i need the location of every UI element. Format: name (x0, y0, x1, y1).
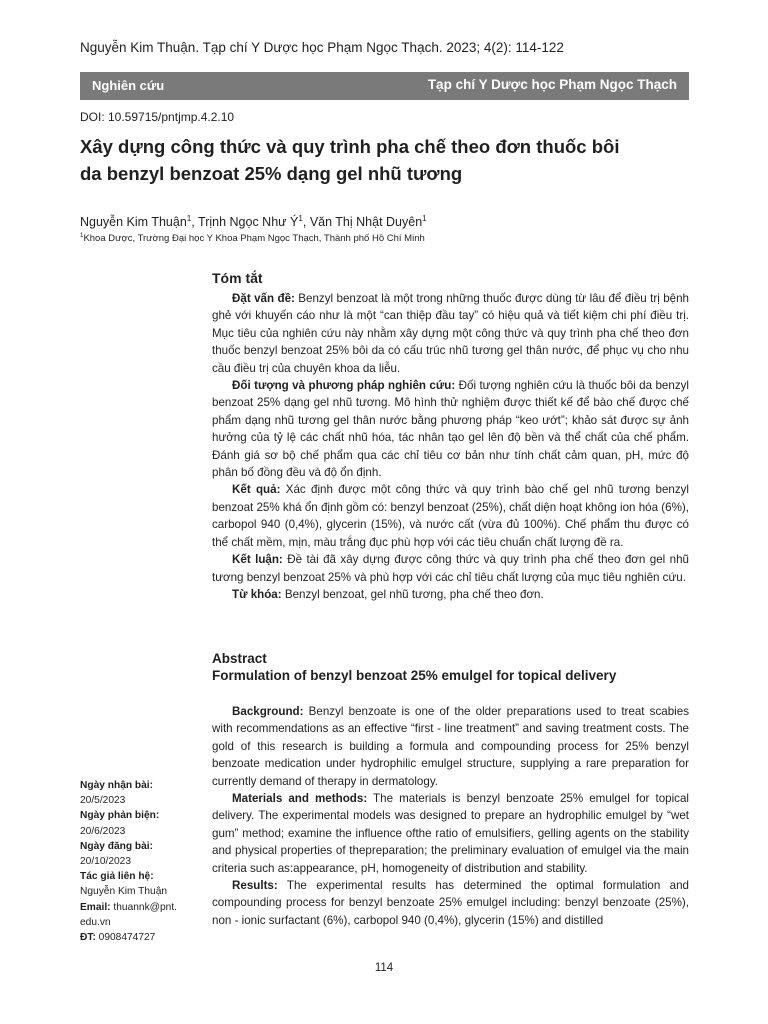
article-title (80, 133, 700, 187)
title-line-2: da benzyl benzoat 25% dạng gel nhũ tương (80, 163, 463, 184)
tomtat-p4-label: Kết luận: (232, 553, 283, 567)
abstract-p3-label: Results: (232, 879, 278, 893)
article-info-sidebar (80, 778, 200, 945)
tomtat-p3-text: Xác định được một công thức và quy trình bào chế gel nhũ tương benzyl benzoat 25% khá ổn định gồm có: benzyl benzoat (25%), chất diện hoạt không ion hóa (6%), carbopol 940 (0,4%), glycerin (15%), và nước cất (vừa đủ 100%). Chế phẩm thu được có thể chất mềm, mịn, màu trắng đục phù hợp với các tiêu chuẩn chất lượng đề ra. (212, 483, 690, 549)
phone-value: 0908474727 (95, 932, 156, 944)
received-date: 20/5/2023 (80, 795, 126, 807)
abstract-paragraph (212, 790, 689, 877)
section-label: Nghiên cứu (92, 78, 165, 93)
abstract-p2-text: The materials is benzyl benzoate 25% emulgel for topical delivery. The experimental models was designed to prepare an hydrophilic emulgel by “wet gum” method; examine the influence ofthe ratio of emulsifiers, gelling agents on the stability and physical properties of thepreparation; the preliminary evaluation of emulgel via the main criteria such as:appearance, pH, homogeneity of distribution and stability. (212, 792, 689, 875)
email-label: Email: (80, 901, 111, 913)
tomtat-paragraph (212, 551, 689, 586)
section-band (80, 72, 689, 100)
contact-label: Tác giả liên hệ: (80, 871, 154, 883)
tomtat-p1-label: Đặt vấn đề: (232, 292, 295, 305)
tomtat-p5-label: Từ khóa: (232, 587, 282, 601)
email-link-part2[interactable]: edu.vn (80, 916, 111, 928)
abstract-paragraph (212, 877, 689, 929)
received-label: Ngày nhận bài: (80, 780, 154, 791)
author-list (80, 215, 427, 229)
affiliation-sup: 1 (80, 231, 84, 239)
contact-name: Nguyễn Kim Thuận (80, 886, 168, 898)
author-1-sup: 1 (186, 213, 192, 223)
published-date: 20/10/2023 (80, 856, 131, 868)
reviewed-date: 20/6/2023 (80, 825, 126, 837)
tomtat-heading: Tóm tắt (212, 270, 263, 286)
author-3-sup: 1 (422, 213, 427, 223)
journal-name: Tạp chí Y Dược học Phạm Ngọc Thạch (427, 77, 677, 92)
abstract-title: Formulation of benzyl benzoat 25% emulgel for topical delivery (212, 668, 617, 683)
tomtat-p3-label: Kết quả: (232, 483, 281, 497)
author-1: Nguyễn Kim Thuận (80, 215, 187, 229)
email-link-part1[interactable]: thuannk@pnt. (110, 901, 177, 913)
author-sep-2: , (302, 215, 310, 229)
author-sep-1: , (191, 215, 199, 229)
author-2-sup: 1 (298, 213, 303, 223)
citation-line: Nguyễn Kim Thuận. Tạp chí Y Dược học Phạm Ngọc Thạch. 2023; 4(2): 114-122 (80, 40, 564, 55)
abstract-body (212, 703, 689, 929)
tomtat-paragraph (212, 586, 689, 603)
affiliation-text: Khoa Dược, Trường Đại học Y Khoa Phạm Ngọc Thạch, Thành phố Hồ Chí Minh (83, 233, 425, 244)
abstract-p2-label: Materials and methods: (232, 792, 368, 806)
author-3: Văn Thị Nhật Duyên (309, 215, 423, 229)
tomtat-p2-text: Đối tượng nghiên cứu là thuốc bôi da benzyl benzoat 25% dạng gel nhũ tương. Mô hình thử nghiệm được thiết kế để bào chế được chế phẩm dạng nhũ tương gel thân nước bằng phương pháp “keo ướt”; khảo sát được sự ảnh hưởng của tỷ lệ các chất nhũ hóa, tác nhân tạo gel lên độ bền và thể chất của chế phẩm. Đánh giá sơ bộ chế phẩm qua các chỉ tiêu cơ bản như tính chất cảm quan, pH, mức độ phân bố đồng đều và độ ổn định. (212, 379, 689, 480)
abstract-heading: Abstract (212, 651, 267, 666)
abstract-paragraph (212, 703, 689, 790)
tomtat-p5-text: Benzyl benzoat, gel nhũ tương, pha chế theo đơn. (281, 587, 544, 601)
tomtat-p2-label: Đối tượng và phương pháp nghiên cứu: (232, 379, 456, 393)
tomtat-p4-text: Đề tài đã xây dựng được công thức và quy trình pha chế theo đơn gel nhũ tương benzyl benzoat 25% và phù hợp với các chỉ tiêu chất lượng của mục tiêu nghiên cứu. (212, 553, 689, 584)
abstract-p3-text: The experimental results has determined the optimal formulation and compounding process for benzyl benzoate 25% emulgel including: benzyl benzoate (25%), non - ionic surfactant (6%), carbopol 940 (0,4%), glycerin (15%) and distilled (212, 879, 689, 927)
page-number: 114 (374, 962, 394, 974)
published-label: Ngày đăng bài: (80, 840, 154, 852)
tomtat-body (212, 290, 689, 603)
phone-label: ĐT: (80, 932, 96, 944)
title-line-1: Xây dựng công thức và quy trình pha chế theo đơn thuốc bôi (80, 136, 620, 157)
affiliation (80, 233, 425, 244)
doi: DOI: 10.59715/pntjmp.4.2.10 (80, 110, 235, 124)
author-2: Trịnh Ngọc Như Ý (198, 215, 299, 229)
tomtat-paragraph (212, 481, 689, 551)
abstract-p1-label: Background: (232, 705, 304, 718)
reviewed-label: Ngày phản biện: (80, 810, 160, 822)
tomtat-paragraph (212, 377, 689, 481)
tomtat-paragraph (212, 290, 689, 377)
abstract-p1-text: Benzyl benzoate is one of the older preparations used to treat scabies with recommendations as an effective “first - line treatment” and saving treatment costs. The gold of this research is building a formula and compounding process for 25% benzyl benzoate medication under hydrophilic emulgel structure, supplying a rare preparation for currently demand of therapy in dermatology. (212, 705, 689, 788)
tomtat-p1-text: Benzyl benzoat là một trong những thuốc được dùng từ lâu để điều trị bệnh ghẻ với khuyến cáo như là một “can thiệp đầu tay” có hiệu quả và tiết kiệm chi phí điều trị. Mục tiêu của nghiên cứu này nhằm xây dựng một công thức và quy trình pha chế theo đơn thuốc benzyl benzoat 25% bôi da có cấu trúc nhũ tương gel thân nước, để phục vụ cho nhu cầu điều trị của chuyên khoa da liễu. (212, 292, 689, 375)
